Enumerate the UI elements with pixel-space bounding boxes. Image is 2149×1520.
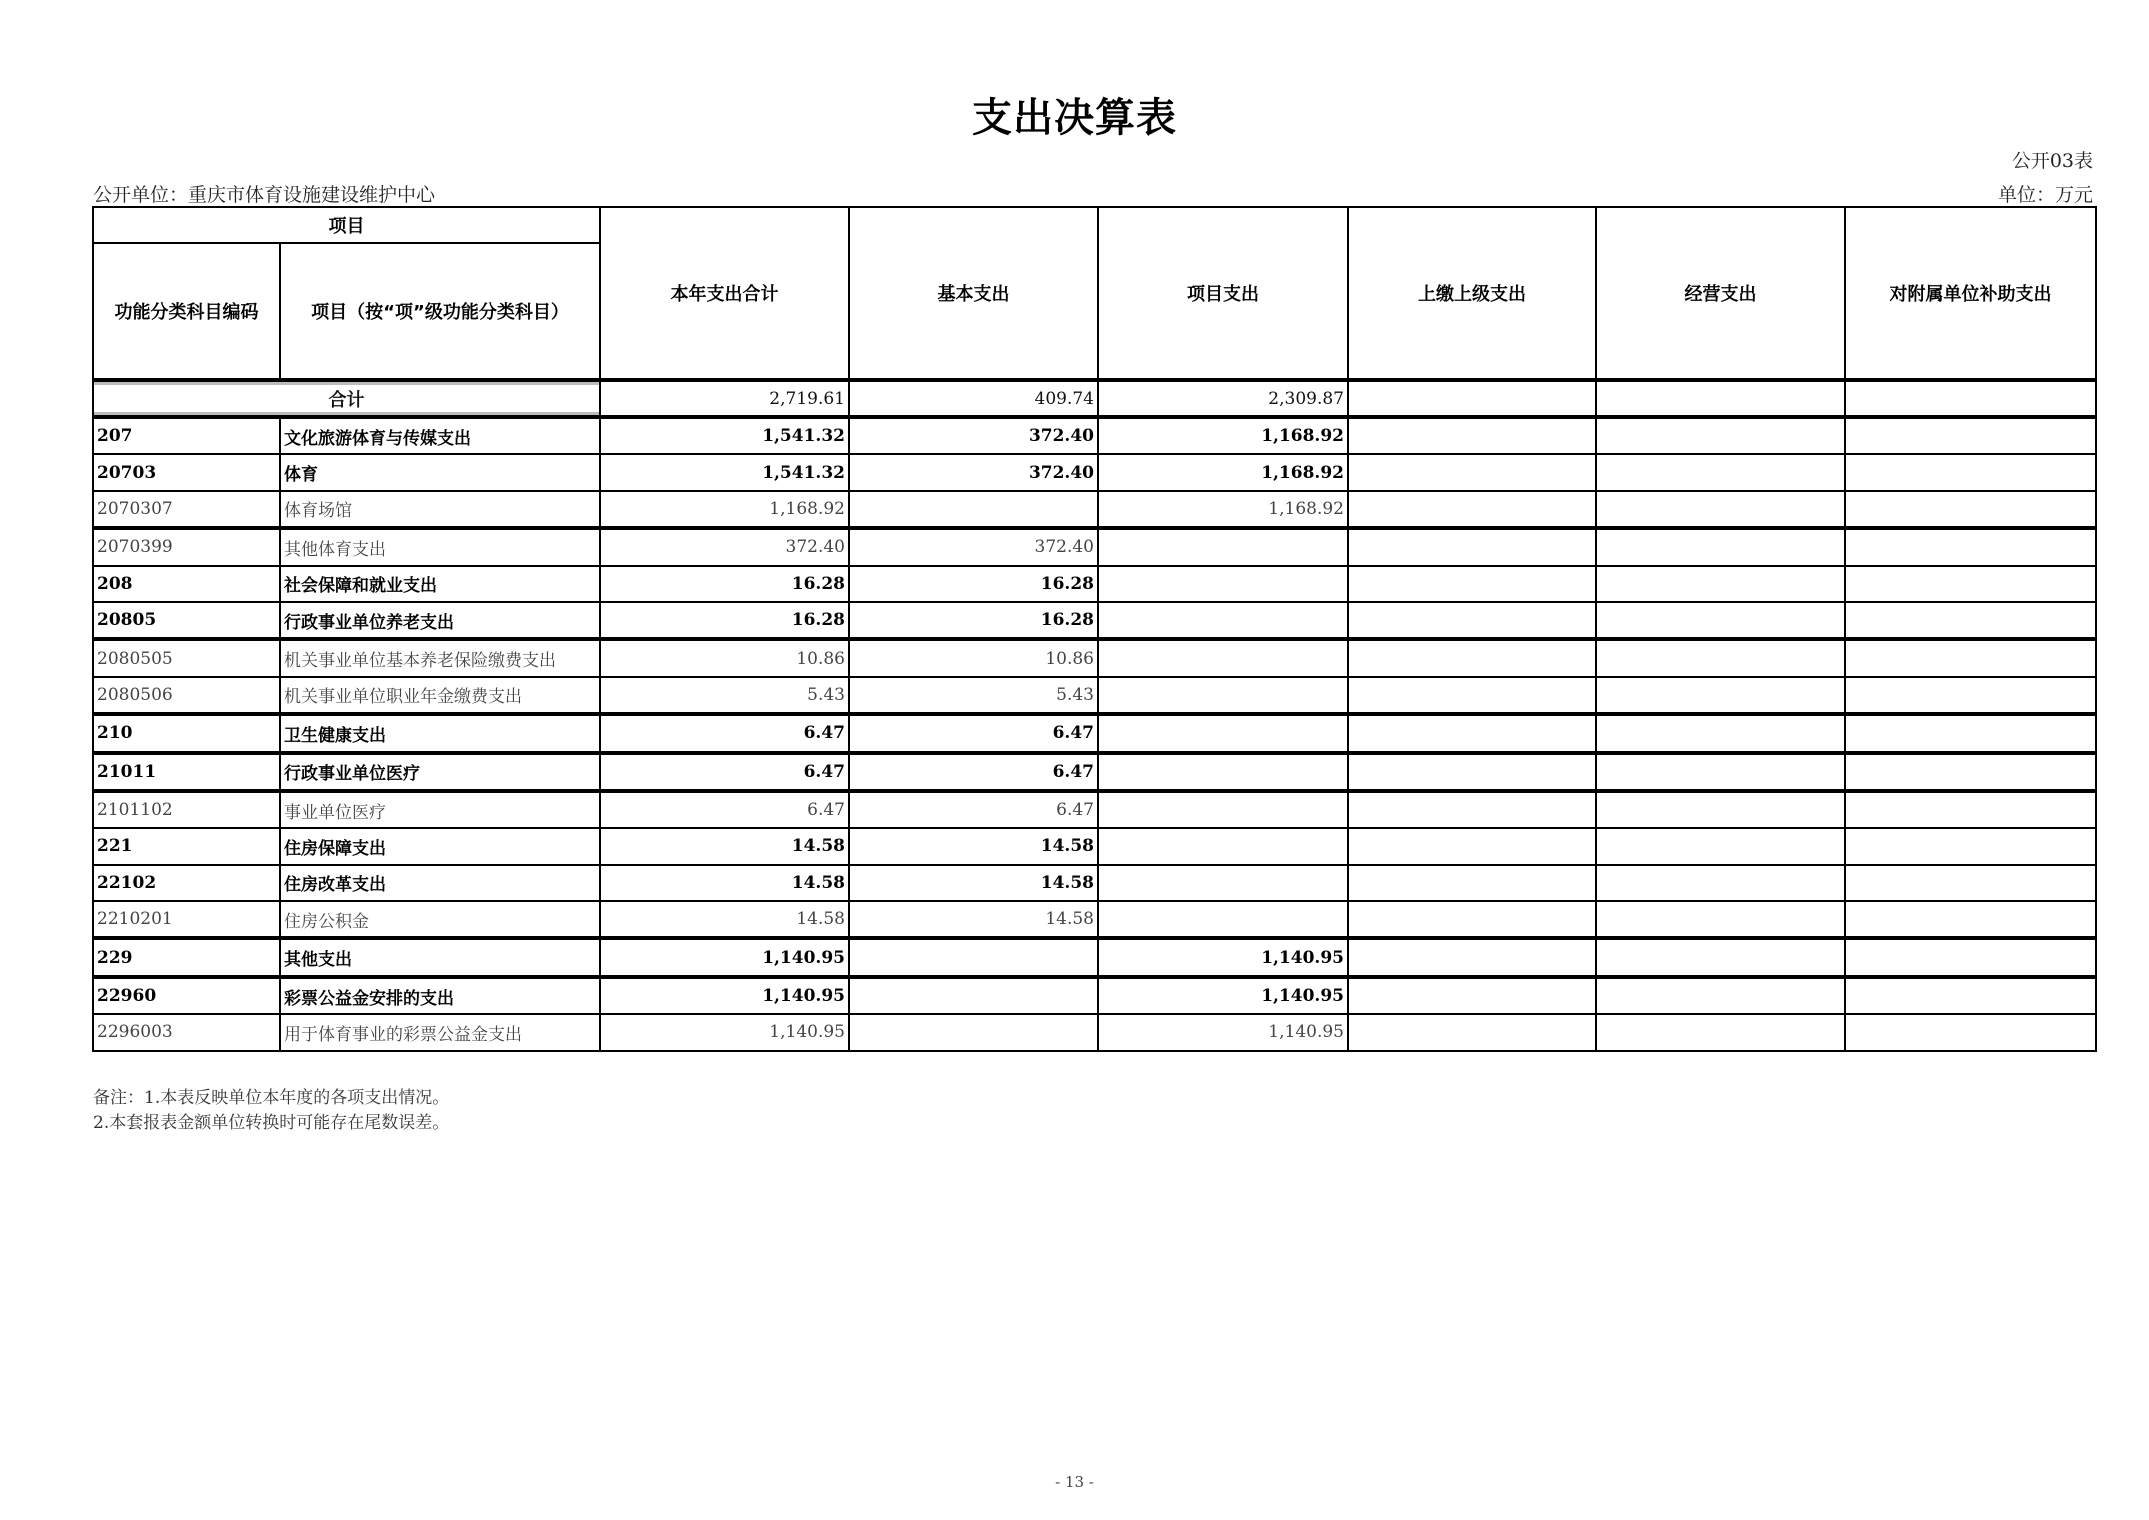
cell-total: 1,140.95 [600,938,849,976]
cell-code: 20805 [93,602,280,639]
cell-project: 1,168.92 [1098,491,1348,528]
table-row [93,417,2096,454]
cell-upper [1348,791,1596,828]
cell-subsidy [1845,677,2096,714]
table-row [93,602,2096,639]
cell-subsidy [1845,977,2096,1014]
table-row [93,639,2096,676]
cell-basic: 6.47 [849,714,1098,752]
cell-total: 6.47 [600,791,849,828]
cell-business [1596,1014,1845,1050]
note-2: 2.本套报表金额单位转换时可能存在尾数误差。 [93,1113,450,1133]
cell-code: 22960 [93,977,280,1014]
table-row [93,901,2096,938]
cell-business [1596,753,1845,791]
cell-basic: 372.40 [849,528,1098,565]
cell-name: 体育场馆 [280,491,600,528]
cell-subsidy [1845,566,2096,602]
cell-basic: 16.28 [849,602,1098,639]
cell-subsidy [1845,639,2096,676]
table-row [93,528,2096,565]
cell-business [1596,528,1845,565]
cell-project [1098,639,1348,676]
cell-basic: 6.47 [849,753,1098,791]
cell-subsidy [1845,938,2096,976]
cell-basic: 372.40 [849,454,1098,490]
cell-code: 229 [93,938,280,976]
page-title: 支出决算表 [972,95,1177,141]
cell-business [1596,901,1845,938]
cell-upper [1348,977,1596,1014]
cell-project [1098,791,1348,828]
table-row [93,714,2096,752]
cell-code: 208 [93,566,280,602]
cell-upper [1348,566,1596,602]
table-row [93,865,2096,901]
cell-name: 住房改革支出 [280,865,600,901]
cell-business [1596,491,1845,528]
cell-code: 2080506 [93,677,280,714]
cell-project [1098,602,1348,639]
cell-business [1596,602,1845,639]
table-row [93,828,2096,864]
cell-project [1098,677,1348,714]
cell-upper [1348,491,1596,528]
cell-project: 1,168.92 [1098,417,1348,454]
cell-subsidy [1845,454,2096,490]
table-row [93,1014,2096,1050]
cell-name: 社会保障和就业支出 [280,566,600,602]
cell-upper [1348,828,1596,864]
cell-project [1098,566,1348,602]
header-subsidy: 对附属单位补助支出 [1845,207,2096,380]
cell-basic: 6.47 [849,791,1098,828]
cell-name: 行政事业单位医疗 [280,753,600,791]
cell-upper [1348,901,1596,938]
total-label: 合计 [93,380,600,417]
table-row [93,977,2096,1014]
cell-name: 住房保障支出 [280,828,600,864]
cell-name: 用于体育事业的彩票公益金支出 [280,1014,600,1050]
cell-business [1596,977,1845,1014]
cell-upper [1348,602,1596,639]
note-1: 备注：1.本表反映单位本年度的各项支出情况。 [93,1088,450,1108]
cell-subsidy [1845,528,2096,565]
header-total: 本年支出合计 [600,207,849,380]
cell-project [1098,901,1348,938]
cell-name: 住房公积金 [280,901,600,938]
header-project: 项目支出 [1098,207,1348,380]
cell-total: 6.47 [600,753,849,791]
cell-code: 2070307 [93,491,280,528]
cell-project: 1,168.92 [1098,454,1348,490]
currency-unit: 单位：万元 [1997,184,2093,206]
total-upper [1348,380,1596,417]
cell-basic [849,938,1098,976]
cell-project: 1,140.95 [1098,1014,1348,1050]
cell-total: 5.43 [600,677,849,714]
cell-upper [1348,938,1596,976]
cell-upper [1348,454,1596,490]
cell-upper [1348,417,1596,454]
cell-name: 其他体育支出 [280,528,600,565]
cell-business [1596,828,1845,864]
cell-business [1596,417,1845,454]
cell-project: 1,140.95 [1098,977,1348,1014]
cell-total: 16.28 [600,566,849,602]
cell-upper [1348,865,1596,901]
table-row [93,938,2096,976]
cell-code: 2101102 [93,791,280,828]
cell-basic: 14.58 [849,901,1098,938]
cell-subsidy [1845,602,2096,639]
cell-code: 2296003 [93,1014,280,1050]
cell-business [1596,791,1845,828]
cell-subsidy [1845,865,2096,901]
cell-basic: 5.43 [849,677,1098,714]
table-row [93,791,2096,828]
form-number: 公开03表 [2011,150,2093,172]
cell-total: 14.58 [600,828,849,864]
cell-code: 22102 [93,865,280,901]
cell-business [1596,566,1845,602]
cell-total: 372.40 [600,528,849,565]
cell-total: 16.28 [600,602,849,639]
cell-business [1596,714,1845,752]
table-row [93,753,2096,791]
cell-subsidy [1845,901,2096,938]
cell-total: 14.58 [600,865,849,901]
cell-name: 机关事业单位职业年金缴费支出 [280,677,600,714]
cell-basic: 14.58 [849,865,1098,901]
cell-business [1596,938,1845,976]
cell-upper [1348,1014,1596,1050]
cell-name: 行政事业单位养老支出 [280,602,600,639]
cell-basic [849,1014,1098,1050]
table-row [93,454,2096,490]
total-total: 2,719.61 [600,380,849,417]
cell-code: 210 [93,714,280,752]
cell-subsidy [1845,491,2096,528]
total-project: 2,309.87 [1098,380,1348,417]
total-row [93,380,2096,417]
cell-total: 1,541.32 [600,454,849,490]
total-basic: 409.74 [849,380,1098,417]
cell-code: 2070399 [93,528,280,565]
cell-name: 体育 [280,454,600,490]
cell-code: 207 [93,417,280,454]
cell-subsidy [1845,1014,2096,1050]
cell-project [1098,828,1348,864]
cell-project: 1,140.95 [1098,938,1348,976]
header-upper: 上缴上级支出 [1348,207,1596,380]
header-project-group: 项目 [93,207,600,243]
cell-upper [1348,753,1596,791]
expenditure-table [92,206,2097,1052]
cell-upper [1348,639,1596,676]
cell-project [1098,528,1348,565]
table-row [93,677,2096,714]
cell-basic: 10.86 [849,639,1098,676]
cell-subsidy [1845,828,2096,864]
cell-basic: 16.28 [849,566,1098,602]
cell-total: 6.47 [600,714,849,752]
cell-name: 文化旅游体育与传媒支出 [280,417,600,454]
cell-subsidy [1845,753,2096,791]
cell-basic [849,977,1098,1014]
cell-project [1098,753,1348,791]
header-code: 功能分类科目编码 [93,243,280,380]
cell-subsidy [1845,417,2096,454]
cell-project [1098,714,1348,752]
cell-name: 机关事业单位基本养老保险缴费支出 [280,639,600,676]
cell-name: 事业单位医疗 [280,791,600,828]
cell-total: 1,140.95 [600,1014,849,1050]
table-row [93,491,2096,528]
cell-total: 1,168.92 [600,491,849,528]
total-business [1596,380,1845,417]
cell-business [1596,454,1845,490]
cell-project [1098,865,1348,901]
reporting-unit: 公开单位：重庆市体育设施建设维护中心 [93,184,436,206]
cell-name: 彩票公益金安排的支出 [280,977,600,1014]
cell-code: 21011 [93,753,280,791]
cell-business [1596,639,1845,676]
cell-upper [1348,528,1596,565]
cell-business [1596,865,1845,901]
cell-basic: 372.40 [849,417,1098,454]
cell-code: 221 [93,828,280,864]
cell-upper [1348,677,1596,714]
table-row [93,566,2096,602]
cell-code: 2210201 [93,901,280,938]
cell-name: 卫生健康支出 [280,714,600,752]
cell-code: 20703 [93,454,280,490]
cell-total: 10.86 [600,639,849,676]
cell-total: 14.58 [600,901,849,938]
cell-business [1596,677,1845,714]
header-basic: 基本支出 [849,207,1098,380]
cell-subsidy [1845,714,2096,752]
page-number: - 13 - [1055,1473,1094,1491]
header-business: 经营支出 [1596,207,1845,380]
total-subsidy [1845,380,2096,417]
cell-basic [849,491,1098,528]
cell-code: 2080505 [93,639,280,676]
cell-upper [1348,714,1596,752]
cell-total: 1,541.32 [600,417,849,454]
cell-basic: 14.58 [849,828,1098,864]
cell-subsidy [1845,791,2096,828]
cell-name: 其他支出 [280,938,600,976]
cell-total: 1,140.95 [600,977,849,1014]
header-name: 项目（按“项”级功能分类科目） [280,243,600,380]
